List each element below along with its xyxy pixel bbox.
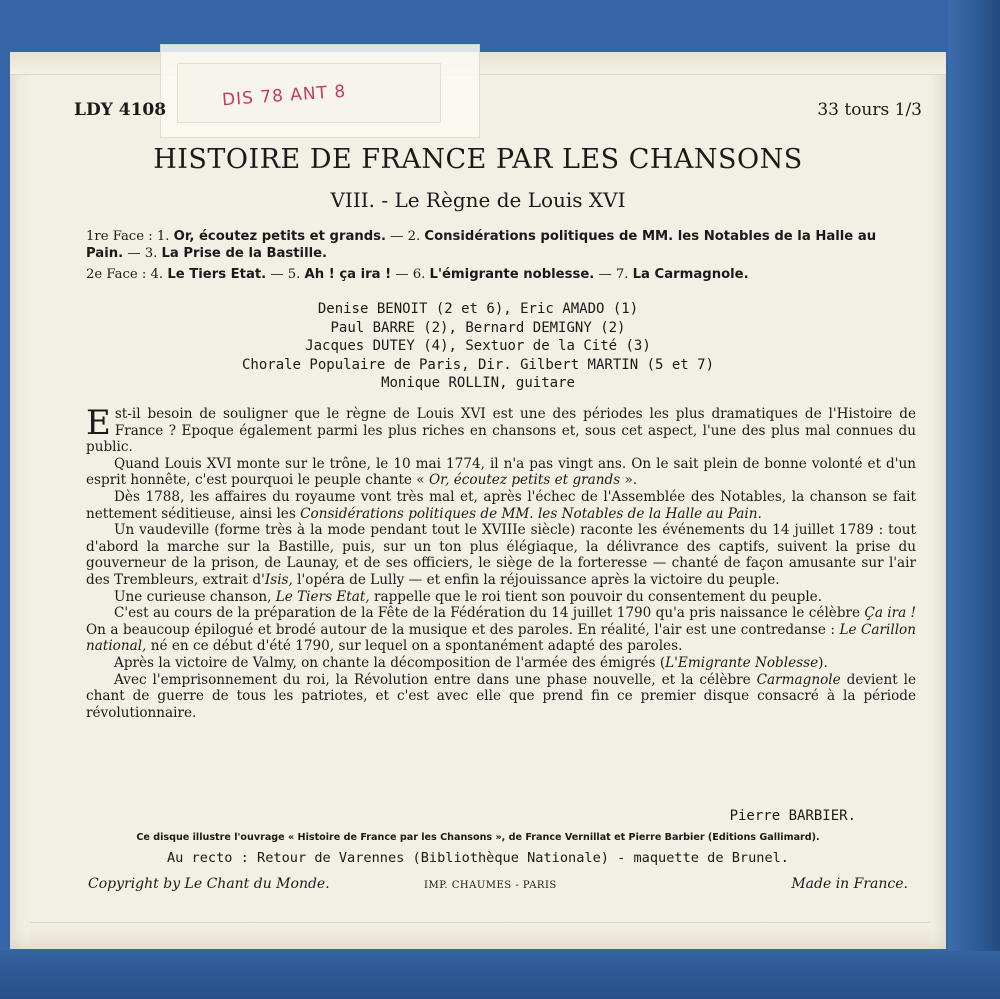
made-in: Made in France. (791, 876, 908, 892)
cover-credit: Au recto : Retour de Varennes (Bibliothèque Nationale) - maquette de Brunel. (167, 850, 789, 866)
credit-line: Denise BENOIT (2 et 6), Eric AMADO (1) (317, 301, 639, 317)
record-speed: 33 tours 1/3 (817, 100, 922, 120)
track-number: 1. (156, 229, 174, 244)
sticker-code: DIS 78 ANT 8 (221, 81, 347, 111)
credit-line: Paul BARRE (2), Bernard DEMIGNY (2) (330, 319, 626, 336)
paragraph (86, 456, 916, 489)
song-title-ref: Or, écoutez petits et grands (428, 472, 621, 489)
copyright: Copyright by Le Chant du Monde. (88, 876, 330, 892)
paragraph-text: Après la victoire de Valmy, on chante la décomposition de l'armée des émigrés ( (114, 654, 666, 671)
track-number: — 7. (594, 267, 633, 282)
paragraph (86, 522, 916, 588)
paragraph-text: Un vaudeville (forme très à la mode pendant tout le XVIIIe siècle) raconte les événements du 14 juillet 1789 : tout d'abord la marche sur la Bastille, puis, sur un ton plus élégiaque, la délivrance des captifs, suivent la prise du gouverneur de la prison, de Launay, et de ses officiers, le siège de la forteresse — chanté de façon amusante sur l'air des Trembleurs, extrait d' (86, 522, 916, 588)
liner-notes (86, 403, 916, 721)
side-1-tracklist (86, 228, 912, 262)
track-title: Le Tiers Etat. (167, 267, 267, 282)
credit-line: Monique ROLLIN, guitare (381, 375, 575, 391)
track-number: — 6. (391, 267, 430, 282)
catalog-number: LDY 4108 (74, 100, 167, 120)
paragraph-text: C'est au cours de la préparation de la Fête de la Fédération du 14 juillet 1790 qu'a pris naissance le célèbre (114, 605, 865, 622)
sleeve-edge-right (948, 0, 1000, 999)
track-title: Or, écoutez petits et grands. (173, 229, 387, 244)
tape-strip (160, 44, 480, 138)
paragraph-text: Quand Louis XVI monte sur le trône, le 10 mai 1774, il n'a pas vingt ans. On le sait plein de bonne volonté et d'un esprit honnête, c'est pourquoi le peuple chante « (86, 455, 916, 489)
song-title-ref: Le Carillon national, (86, 621, 916, 655)
drop-cap: E (86, 403, 111, 443)
author-signature: Pierre BARBIER. (729, 808, 856, 824)
paragraph-text: rappelle que le roi tient son pouvoir du consentement du peuple. (369, 588, 823, 605)
track-title: La Carmagnole. (632, 267, 749, 282)
paragraph-text: ). (818, 654, 828, 671)
performer-credits (10, 300, 946, 393)
paragraph-text: st-il besoin de souligner que le règne de Louis XVI est une des périodes les plus dramatiques de l'Histoire de France ? Epoque également parmi les plus riches en chansons et, sous cet aspect, l'une des plus mal connues du public. (86, 406, 916, 456)
paragraph-text: Dès 1788, les affaires du royaume vont très mal et, après l'échec de l'Assemblée des Notables, la chanson se fait nettement séditieuse, ainsi les (86, 488, 916, 522)
track-number: — 2. (386, 229, 425, 244)
book-reference-note: Ce disque illustre l'ouvrage « Histoire de France par les Chansons », de France Vernillat et Pierre Barbier (Editions Gallimard). (136, 832, 820, 843)
song-title-ref: Ça ira ! (864, 605, 916, 622)
song-title-ref: Considérations politiques de MM. les Notables de la Halle au Pain. (300, 505, 762, 522)
side-1-label: 1re Face : (86, 229, 157, 244)
album-subtitle: VIII. - Le Règne de Louis XVI (330, 188, 626, 212)
track-title: La Prise de la Bastille. (161, 246, 328, 261)
printer-imprint: IMP. CHAUMES - PARIS (424, 880, 557, 891)
credit-line: Chorale Populaire de Paris, Dir. Gilbert MARTIN (5 et 7) (241, 356, 714, 373)
side-2-tracklist (86, 266, 912, 283)
song-title-ref: Carmagnole (756, 671, 841, 688)
track-title: Considérations politiques de MM. les Notables de la Halle au Pain. (86, 229, 877, 261)
track-number: — 5. (266, 267, 305, 282)
work-title-ref: Isis, (264, 571, 293, 588)
track-number: 4. (150, 267, 168, 282)
paragraph (86, 672, 916, 722)
side-2-label: 2e Face : (86, 267, 151, 282)
paragraph (86, 489, 916, 522)
song-title-ref: Le Tiers Etat, (275, 588, 370, 605)
paragraph-text: l'opéra de Lully — et enfin la réjouissance après la victoire du peuple. (292, 571, 780, 588)
paragraph (86, 655, 916, 672)
paragraph-text: devient le chant de guerre de tous les patriotes, et c'est avec elle que prend fin ce premier disque consacré à la période révolutionnaire. (86, 671, 916, 721)
paragraph (86, 605, 916, 655)
song-title-ref: L'Emigrante Noblesse (665, 654, 819, 671)
paragraph-text: Une curieuse chanson, (114, 588, 276, 605)
paragraph-text: ». (620, 472, 638, 489)
paragraph (86, 589, 916, 606)
paragraph (86, 403, 916, 456)
back-cover-sheet (10, 52, 946, 949)
library-sticker (177, 63, 441, 123)
paragraph-text: Avec l'emprisonnement du roi, la Révolution entre dans une phase nouvelle, et la célèbre (114, 671, 757, 688)
sleeve-edge-bottom (0, 951, 1000, 999)
track-title: Ah ! ça ira ! (304, 267, 392, 282)
track-title: L'émigrante noblesse. (429, 267, 595, 282)
track-number: — 3. (123, 246, 162, 261)
fold-bottom (30, 922, 930, 949)
credit-line: Jacques DUTEY (4), Sextuor de la Cité (3) (305, 338, 651, 354)
paragraph-text: né en ce début d'été 1790, sur lequel on a spontanément adapté des paroles. (146, 638, 683, 655)
album-title: HISTOIRE DE FRANCE PAR LES CHANSONS (153, 144, 803, 175)
paragraph-text: On a beaucoup épilogué et brodé autour de la musique et des paroles. En réalité, l'air est une contredanse : (86, 621, 840, 638)
